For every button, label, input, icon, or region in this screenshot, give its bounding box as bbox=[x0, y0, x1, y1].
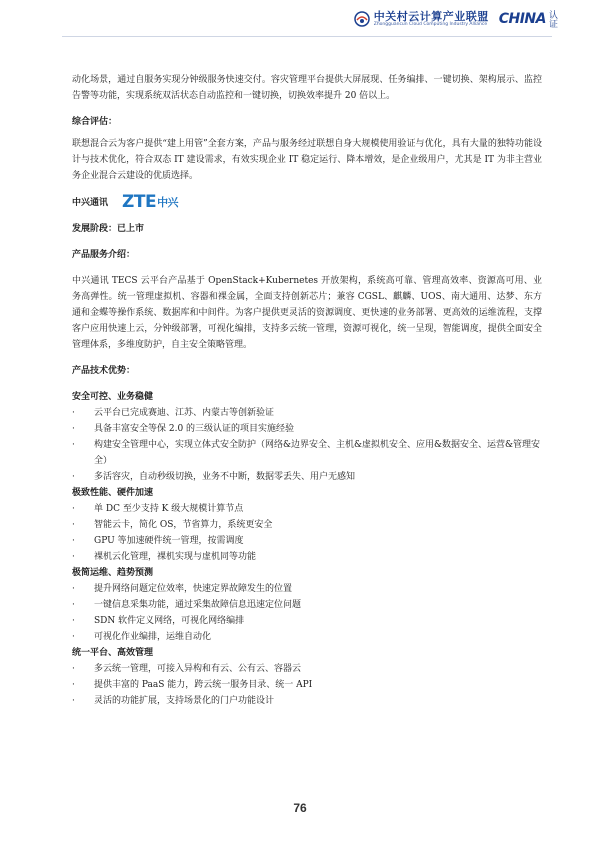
list-item: · 具备丰富安全等保 2.0 的三级认证的项目实施经验 bbox=[72, 424, 295, 434]
list-item: · GPU 等加速硬件统一管理，按需调度 bbox=[72, 536, 244, 546]
advantage-group-title: 统一平台、高效管理 bbox=[72, 648, 154, 658]
list-item: · 提供丰富的 PaaS 能力，跨云统一服务目录、统一 API bbox=[72, 680, 313, 690]
company-name: 中兴通讯 bbox=[72, 197, 109, 208]
list-item: · 可视化作业编排，运维自动化 bbox=[72, 632, 212, 642]
zte-logo bbox=[122, 194, 178, 211]
page-header bbox=[354, 6, 556, 32]
company-row bbox=[72, 194, 542, 211]
page-content bbox=[72, 72, 542, 709]
summary-paragraph: 联想混合云为客户提供“建上用管”全套方案，产品与服务经过联想自身大规模使用验证与优化，具有大量的独特功能设计与技术优化，符合双态 IT 建设需求，有效实现企业 IT 稳定运行、降本增效，是企业级用户，尤其是 IT 为非主营业务企业混合云建设的优质选择。 bbox=[72, 139, 542, 181]
alliance-logo-text: 中关村云计算产业联盟 bbox=[373, 9, 489, 23]
list-item: · 裸机云化管理，裸机实现与虚机同等功能 bbox=[72, 552, 257, 562]
list-item: · 一键信息采集功能，通过采集故障信息迅速定位问题 bbox=[72, 600, 302, 610]
list-item: · 提升网络问题定位效率，快速定界故障发生的位置 bbox=[72, 584, 293, 594]
zte-logo-cn: 中兴 bbox=[157, 196, 179, 209]
advantage-list bbox=[72, 581, 542, 645]
intro-paragraph: 动化场景，通过自服务实现分钟级服务快速交付。容灾管理平台提供大屏展现、任务编排、一键切换、架构展示、监控告警等功能，实现系统双活状态自动监控和一键切换，切换效率提升 20 倍以上。 bbox=[72, 75, 542, 101]
advantage-group-title: 安全可控、业务稳健 bbox=[72, 392, 154, 402]
advantage-list bbox=[72, 405, 542, 485]
china-logo-text: CHINA bbox=[498, 11, 546, 27]
zgc-cloud-alliance-logo bbox=[354, 11, 489, 28]
alliance-logo-icon bbox=[354, 11, 370, 27]
alliance-logo-subtext: Zhongguancun Cloud Computing Industry Alliance bbox=[373, 21, 488, 27]
list-item: · 云平台已完成赛迪、江苏、内蒙古等创新验证 bbox=[72, 408, 275, 418]
list-item: · 多云统一管理，可接入异构和有云、公有云、容器云 bbox=[72, 664, 302, 674]
product-intro-heading: 产品服务介绍： bbox=[72, 250, 136, 260]
list-item: · 单 DC 至少支持 K 级大规模计算节点 bbox=[72, 504, 244, 514]
header-divider bbox=[62, 36, 552, 37]
advantage-list bbox=[72, 661, 542, 709]
advantage-list bbox=[72, 501, 542, 565]
product-intro-paragraph: 中兴通讯 TECS 云平台产品基于 OpenStack+Kubernetes 开放架构，系统高可靠、管理高效率、资源高可用、业务高弹性。统一管理虚拟机、容器和裸金属，全面支持创新芯片；兼容 CGSL、麒麟、UOS、南大通用、达梦、东方通和金蝶等操作系统、数据库和中间件。为客户提供更灵活的资源调度、更快速的业务部署、更高效的运维流程，支撑客户应用快速上云，分钟级部署，可视化编排，支持多云统一管理，资源可视化，统一呈现，智能调度，提供全面安全管理体系，多维度防护，自主安全策略管理。 bbox=[72, 276, 542, 350]
list-item: · SDN 软件定义网络，可视化网络编排 bbox=[72, 616, 245, 626]
summary-heading: 综合评估： bbox=[72, 117, 118, 127]
advantage-group-title: 极致性能、硬件加速 bbox=[72, 488, 154, 498]
page-number: 76 bbox=[293, 801, 307, 815]
list-item: · 智能云卡，简化 OS，节省算力，系统更安全 bbox=[72, 520, 273, 530]
advantages-heading: 产品技术优势： bbox=[72, 366, 136, 376]
development-stage: 发展阶段：已上市 bbox=[72, 224, 145, 234]
list-item: · 多活容灾，自动秒级切换，业务不中断，数据零丢失、用户无感知 bbox=[72, 472, 356, 482]
zte-logo-latin: ZTE bbox=[122, 192, 157, 212]
list-item: · 构建安全管理中心，实现立体式安全防护（网络&边界安全、主机&虚拟机安全、应用&数据安全、运营&管理安全） bbox=[72, 440, 541, 466]
list-item: · 灵活的功能扩展，支持场景化的门户功能设计 bbox=[72, 696, 275, 706]
advantage-group-title: 极简运维、趋势预测 bbox=[72, 568, 154, 578]
china-logo-cn: 认证 bbox=[547, 10, 557, 28]
china-certification-logo bbox=[499, 10, 556, 28]
